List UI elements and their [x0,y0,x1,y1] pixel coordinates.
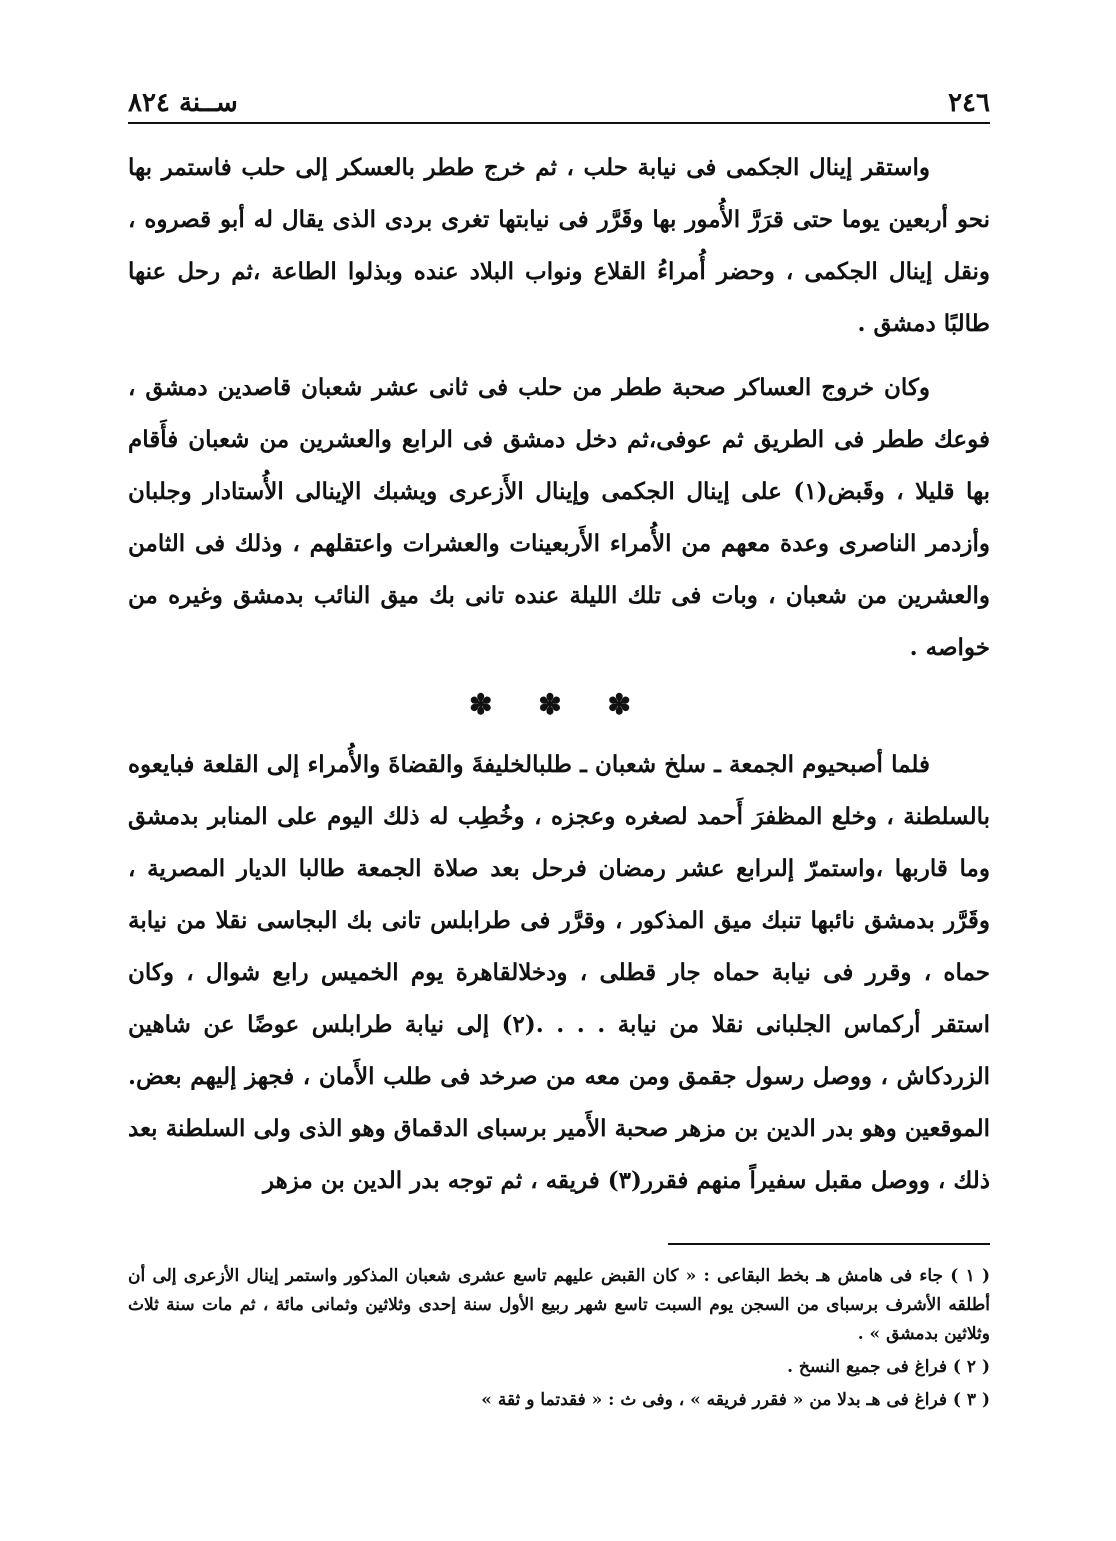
footnote-1: ( ١ ) جاء فى هامش هـ بخط البقاعى : « كان القبض عليهم تاسع عشرى شعبان المذكور واستمر إينال الأزعرى إلى أن أطلقه الأشرف برسباى من السجن يوم السبت تاسع شهر ربيع الأول سنة إحدى وثلاثين وثمانى مائة ، ثم مات سنة ثلاث وثلاثين بدمشق » . [128,1266,991,1344]
page-header [128,86,990,124]
main-text [128,142,990,1207]
paragraph-1: واستقر إينال الجكمى فى نيابة حلب ، ثم خرج ططر بالعسكر إلى حلب فاستمر بها نحو أربعين يوما حتى قرَرَّ الأُمور بها وقَرَّر فى نيابتها تغرى بردى الذى يقال له أبو قصروه ، ونقل إينال الجكمى ، وحضر أُمراءُ القلاع ونواب البلاد عنده وبذلوا الطاعة ،ثم رحل عنها طالبًا دمشق . [128,154,990,337]
page-number: ٢٤٦ [948,88,990,118]
footnote-separator [668,1243,990,1245]
paragraph-2: وكان خروج العساكر صحبة ططر من حلب فى ثانى عشر شعبان قاصدين دمشق ، فوعك ططر فى الطريق ثم عوفى،ثم دخل دمشق فى الرابع والعشرين من شعبان فأَقام بها قليلا ، وقَبض(١) على إينال الجكمى وإينال الأَزعرى ويشبك الإينالى الأُستادار وجلبان وأزدمر الناصرى وعدة معهم من الأُمراء الأَربعينات والعشرات واعتقلهم ، وذلك فى الثامن والعشرين من شعبان ، وبات فى تلك الليلة عنده تانى بك ميق النائب بدمشق وغيره من خواصه . [128,374,990,661]
footnote-2: ( ٢ ) فراغ فى جميع النسخ . [787,1357,990,1377]
footnote-3: ( ٣ ) فراغ فى هـ بدلا من « فقرر فريقه » ، وفى ث : « فقدتما و ثقة » [481,1390,990,1410]
section-divider: ✽ ✽ ✽ [469,688,649,721]
paragraph-3: فلما أصبحيوم الجمعة ـ سلخ شعبان ـ طلبالخليفةَ والقضاةَ والأُمراء إلى القلعة فبايعوه بالسلطنة ، وخلع المظفرَ أَحمد لصغره وعجزه ، وخُطِب له ذلك اليوم على المنابر بدمشق وما قاربها ،واستمرّ إلىرابع عشر رمضان فرحل بعد صلاة الجمعة طالبا الديار المصرية ، وقَرَّر بدمشق نائبها تنبك ميق المذكور ، وقرَّر فى طرابلس تانى بك البجاسى نقلا من نيابة حماه ، وقرر فى نيابة حماه جار قطلى ، ودخلالقاهرة يوم الخميس رابع شوال ، وكان استقر أركماس الجلبانى نقلا من نيابة . . . .(٢) إلى نيابة طرابلس عوضًا عن شاهين الزردكاش ، ووصل رسول جقمق ومن معه من صرخد فى طلب الأَمان ، فجهز إليهم بعض. الموقعين وهو بدر الدين بن مزهر صحبة الأَمير برسباى الدقماق وهو الذى ولى السلطنة بعد ذلك ، ووصل مقبل سفيراً منهم فقرر(٣) فريقه ، ثم توجه بدر الدين بن مزهر [128,751,990,1194]
running-title: ســنة ٨٢٤ [128,88,238,118]
footnotes [128,1262,990,1419]
